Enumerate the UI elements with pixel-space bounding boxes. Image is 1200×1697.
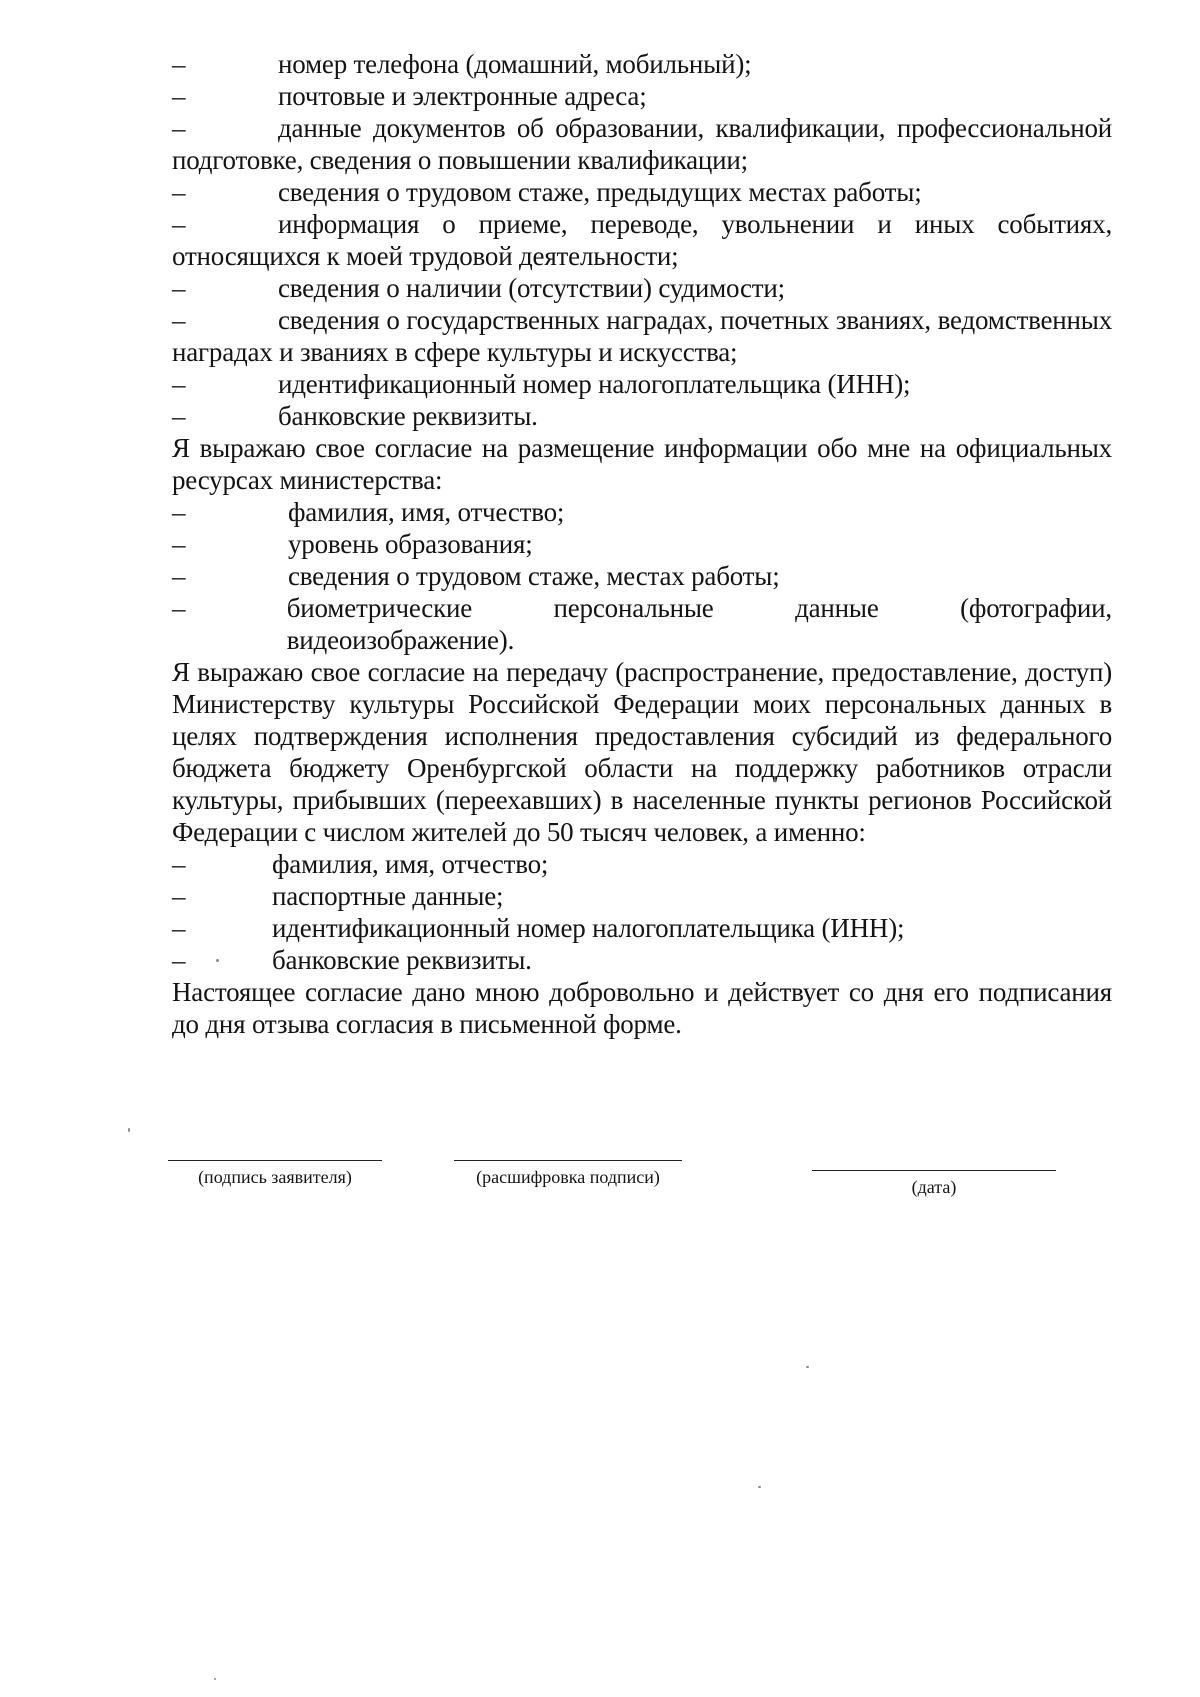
list-item: – информация о приеме, переводе, увольнении и иных событиях, относящихся к моей трудовой деятельности; bbox=[172, 209, 1112, 271]
signature-line bbox=[168, 1160, 382, 1161]
signature-line bbox=[812, 1170, 1056, 1171]
list-item: – сведения о трудовом стаже, местах работы; bbox=[172, 561, 780, 591]
list-item: – сведения о государственных наградах, почетных званиях, ведомственных наградах и званиях в сфере культуры и искусства; bbox=[172, 305, 1112, 367]
applicant-signature-label: (подпись заявителя) bbox=[198, 1167, 352, 1187]
list-item: – номер телефона (домашний, мобильный); bbox=[172, 49, 752, 79]
consent-paragraph-transfer: Я выражаю свое согласие на передачу (распространение, предоставление, доступ) Министерству культуры Российской Федерации моих персональных данных в целях подтверждения исполнения предоставления субсидий из федерального бюджета бюджету Оренбургской области на поддержку работников отрасли культуры, прибывших (переехавших) в населенные пункты регионов Российской Федерации с числом жителей до 50 тысяч человек, а именно: bbox=[172, 657, 1112, 847]
scan-speck bbox=[128, 1128, 130, 1132]
list-item: – идентификационный номер налогоплательщика (ИНН); bbox=[172, 369, 911, 399]
consent-validity-paragraph: Настоящее согласие дано мною добровольно и действует со дня его подписания до дня отзыва согласия в письменной форме. bbox=[172, 977, 1112, 1039]
list-item: – фамилия, имя, отчество; bbox=[172, 497, 565, 527]
list-item: – банковские реквизиты. bbox=[172, 401, 538, 431]
scan-speck bbox=[214, 1678, 216, 1680]
list-item: – сведения о наличии (отсутствии) судимости; bbox=[172, 273, 785, 303]
signature-line bbox=[454, 1160, 682, 1161]
signature-decoding-label: (расшифровка подписи) bbox=[476, 1167, 660, 1187]
list-item: – банковские реквизиты. bbox=[172, 945, 532, 975]
list-item: – биометрические персональные данные (фотографии, видеоизображение). bbox=[172, 593, 1112, 655]
list-item: – идентификационный номер налогоплательщика (ИНН); bbox=[172, 913, 905, 943]
scan-speck bbox=[758, 1486, 761, 1488]
personal-data-list bbox=[172, 48, 1112, 432]
list-item: – паспортные данные; bbox=[172, 881, 504, 911]
document-body bbox=[172, 48, 1112, 1040]
list-item: – данные документов об образовании, квалификации, профессиональной подготовке, сведения о повышении квалификации; bbox=[172, 113, 1112, 175]
date-field bbox=[812, 1170, 1056, 1198]
date-label: (дата) bbox=[911, 1177, 957, 1197]
publication-data-list bbox=[172, 496, 1112, 656]
scan-speck bbox=[216, 959, 219, 962]
list-item: – уровень образования; bbox=[172, 529, 533, 559]
scan-speck bbox=[806, 1366, 809, 1368]
signature-decoding-field bbox=[454, 1160, 682, 1188]
consent-paragraph-publication: Я выражаю свое согласие на размещение информации обо мне на официальных ресурсах министерства: bbox=[172, 433, 1112, 495]
list-item: – сведения о трудовом стаже, предыдущих местах работы; bbox=[172, 177, 922, 207]
list-item: – фамилия, имя, отчество; bbox=[172, 849, 549, 879]
transfer-data-list bbox=[172, 848, 1112, 976]
applicant-signature-field bbox=[168, 1160, 382, 1188]
list-item: – почтовые и электронные адреса; bbox=[172, 81, 647, 111]
